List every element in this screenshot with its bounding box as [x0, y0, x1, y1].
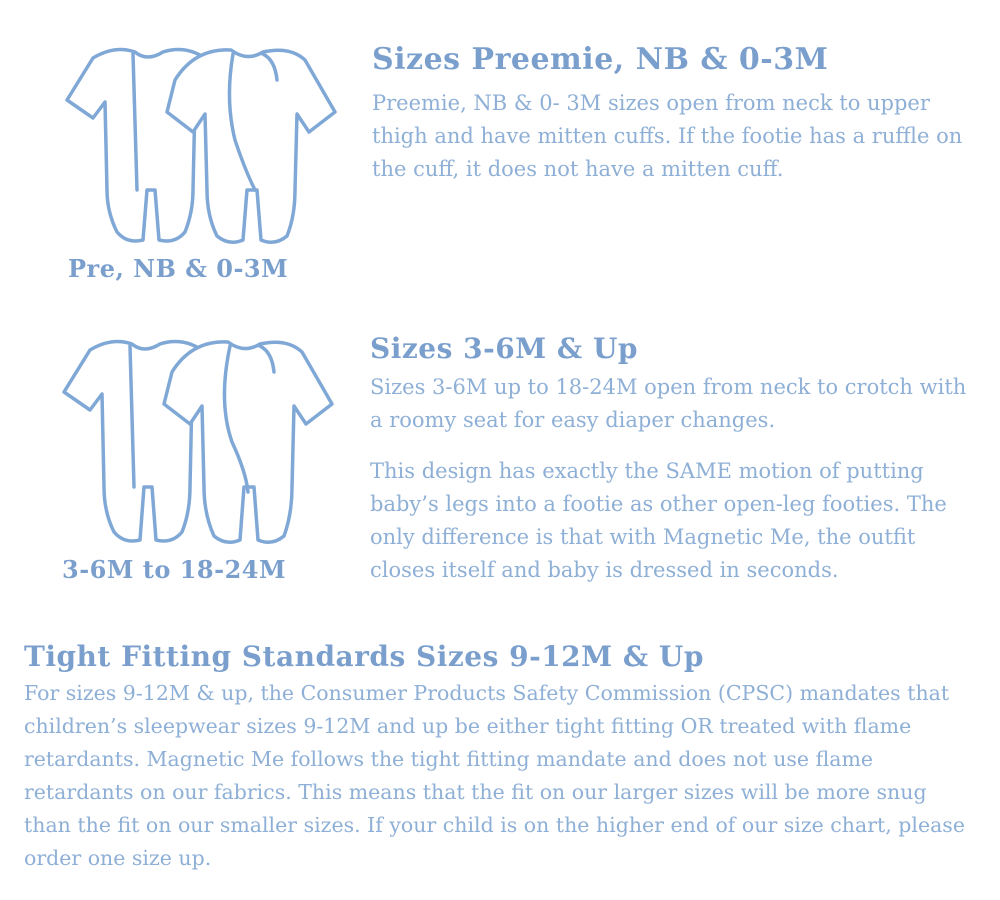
section-title-tight-fitting: Tight Fitting Standards Sizes 9-12M & Up: [24, 640, 704, 673]
size-caption-preemie: Pre, NB & 0-3M: [68, 254, 289, 283]
section-body-preemie: Preemie, NB & 0- 3M sizes open from neck to upper thigh and have mitten cuffs. If the footie has a ruffle on the cuff, it does not have a mitten cuff.: [372, 91, 963, 181]
footie-pair-icon: [35, 40, 345, 250]
section-tight-fitting: [24, 640, 979, 875]
section-title-preemie: Sizes Preemie, NB & 0-3M: [372, 42, 829, 77]
footie-pair-icon: [32, 332, 342, 552]
section-title-3-6m: Sizes 3-6M & Up: [370, 332, 638, 365]
section-body-motion: This design has exactly the SAME motion of putting baby’s legs into a footie as other open-leg footies. The only difference is that with Magnetic Me, the outfit closes itself and baby is dressed in seconds.: [370, 459, 947, 582]
size-caption-3-6m: 3-6M to 18-24M: [62, 555, 287, 584]
section-body-3-6m: Sizes 3-6M up to 18-24M open from neck to crotch with a roomy seat for easy diaper changes.: [370, 375, 967, 432]
section-body-tight-fitting: For sizes 9-12M & up, the Consumer Products Safety Commission (CPSC) mandates that children’s sleepwear sizes 9-12M and up be either tight fitting OR treated with flame retardants. Magnetic Me follows the tight fitting mandate and does not use flame retardants on our fabrics. This means that the fit on our larger sizes will be more snug than the fit on our smaller sizes. If your child is on the higher end of our size chart, please order one size up.: [24, 681, 965, 870]
section-3-6m: [370, 332, 980, 587]
section-preemie: [372, 42, 972, 186]
